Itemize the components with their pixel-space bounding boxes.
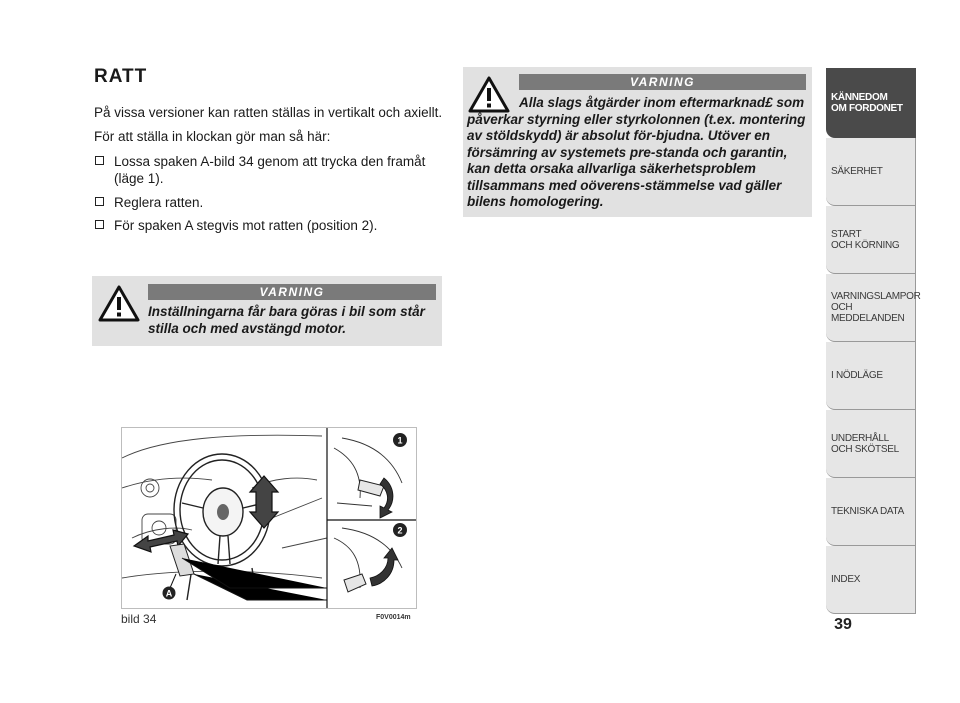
checkbox-bullet-icon [95, 156, 104, 165]
tab-label: MEDDELANDEN [831, 313, 905, 324]
warning-box-right [463, 67, 812, 217]
warning-title: VARNING [148, 284, 436, 300]
warning-triangle-icon [98, 285, 140, 322]
tab-label: OCH KÖRNING [831, 239, 900, 251]
tab-label: VARNINGSLAMPOR [831, 291, 921, 302]
step-text: Reglera ratten. [114, 195, 204, 210]
warning-title: VARNING [519, 74, 806, 90]
tab-label: SÄKERHET [831, 166, 883, 177]
step-item [94, 194, 444, 211]
step-text: För spaken A stegvis mot ratten (position 2). [114, 218, 378, 233]
figure-caption: bild 34 [121, 612, 157, 626]
tab-kannedom-om-fordonet[interactable] [826, 68, 916, 138]
step-text: Lossa spaken A-bild 34 genom att trycka den framåt (läge 1). [114, 154, 426, 186]
label-a: A [165, 588, 173, 599]
tab-varningslampor[interactable] [826, 274, 921, 342]
tab-label: UNDERHÅLL [831, 432, 889, 444]
tab-index[interactable] [826, 546, 916, 614]
warning-box-left [92, 276, 442, 346]
instruction-lead: För att ställa in klockan gör man så här: [94, 129, 331, 144]
steering-adjustment-figure [121, 427, 417, 609]
page-number: 39 [834, 616, 852, 633]
tab-label: START [831, 228, 862, 240]
tab-sakerhet[interactable] [826, 138, 916, 206]
label-two: 2 [397, 525, 403, 536]
tab-start-och-korning[interactable] [826, 206, 916, 274]
tab-label: OCH [831, 302, 853, 313]
tab-i-nodlage[interactable] [826, 342, 916, 410]
warning-text: Inställningarna får bara göras i bil som står stilla och med avstängd motor. [148, 304, 425, 336]
tab-label: I NÖDLÄGE [831, 370, 883, 381]
checkbox-bullet-icon [95, 220, 104, 229]
step-item [94, 153, 444, 187]
figure-code: F0V0014m [376, 614, 411, 621]
intro-paragraph: På vissa versioner kan ratten ställas in vertikalt och axiellt. [94, 105, 443, 120]
section-heading: RATT [94, 66, 148, 87]
tab-label: OCH SKÖTSEL [831, 443, 899, 455]
tab-tekniska-data[interactable] [826, 478, 916, 546]
tab-label: KÄNNEDOM [831, 92, 888, 103]
label-one: 1 [397, 435, 403, 446]
tab-label: TEKNISKA DATA [831, 506, 904, 517]
step-item [94, 217, 444, 234]
tab-underhall-och-skotsel[interactable] [826, 410, 916, 478]
steering-illustration [122, 428, 416, 608]
tab-label: INDEX [831, 574, 861, 585]
warning-text: Alla slags åtgärder inom eftermarknad£ som påverkar styrning eller styrkolonnen (t.ex. montering av stöldskydd) är absolut för-bjudna. Utöver en försämring av systemets pre-standa och garantin, kan detta orsaka allvarliga säkerhetsproblem tillsammans med oöverens-stämmelse vad gäller bilens homologering. [467, 95, 806, 209]
tab-label: OM FORDONET [831, 103, 903, 114]
checkbox-bullet-icon [95, 197, 104, 206]
